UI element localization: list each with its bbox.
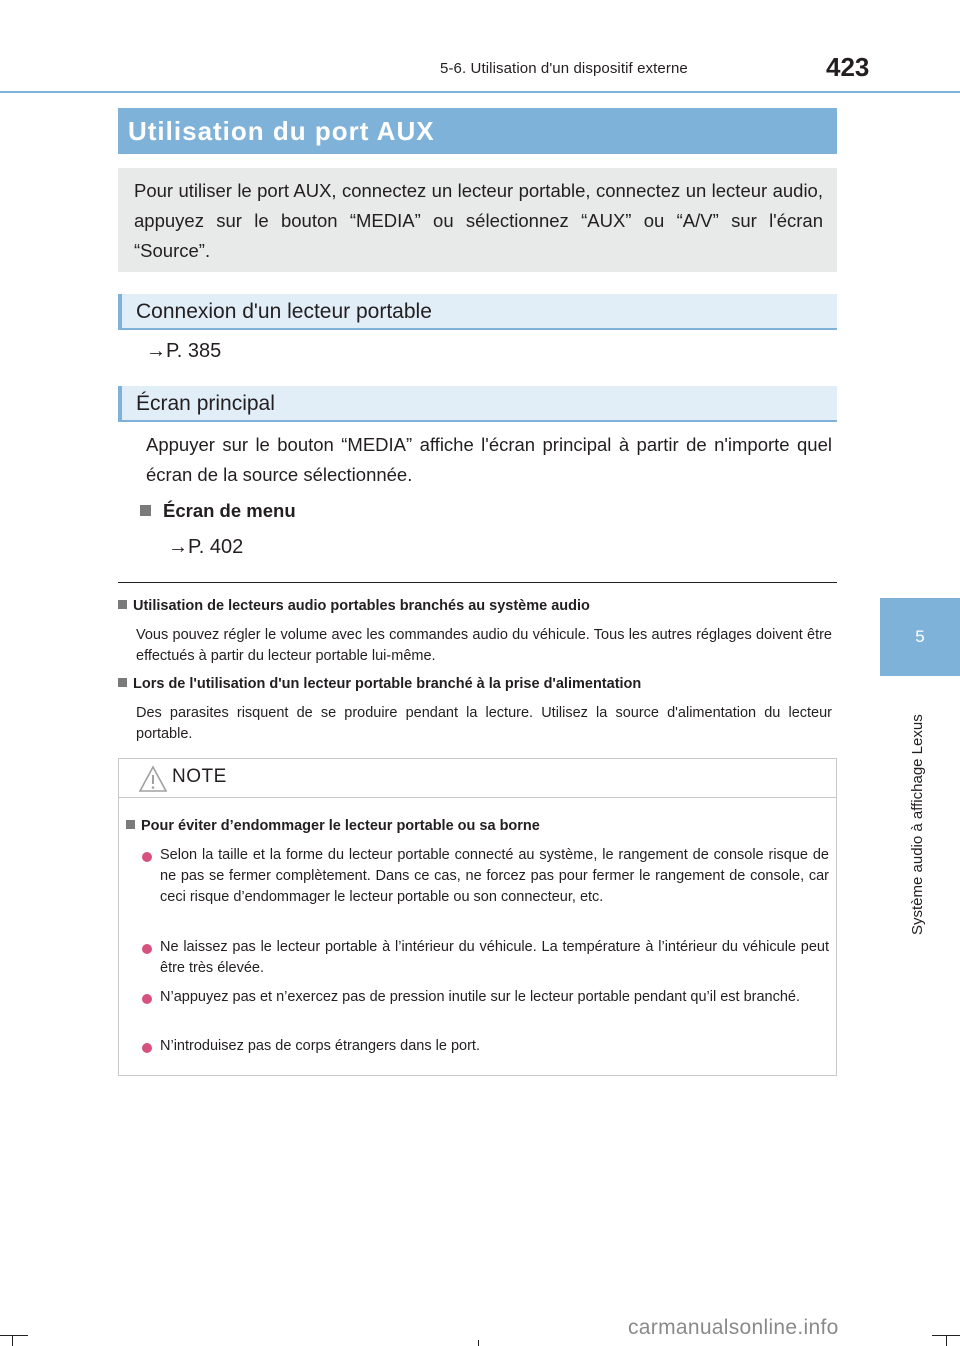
- page-number: 423: [826, 52, 870, 82]
- chapter-tab: [880, 598, 960, 676]
- bullet-dot-icon: [142, 852, 152, 862]
- notice-label: NOTE: [172, 766, 227, 787]
- bullet-dot-icon: [142, 994, 152, 1004]
- crop-mark: [0, 1335, 28, 1336]
- note-body-2: Des parasites risquent de se produire pendant la lecture. Utilisez la source d'alimentation du lecteur portable.: [136, 705, 832, 742]
- chapter-title-vertical: [905, 690, 931, 935]
- square-bullet-icon: [126, 820, 135, 829]
- warning-triangle-icon: [138, 765, 168, 793]
- crop-mark: [946, 1336, 947, 1346]
- main-screen-paragraph: Appuyer sur le bouton “MEDIA” affiche l'écran principal à partir de n'importe quel écran de la source sélectionnée.: [146, 434, 832, 485]
- crop-mark: [478, 1340, 479, 1346]
- page-title: Utilisation du port AUX: [118, 108, 837, 154]
- menu-page-reference-link[interactable]: →P. 402: [168, 536, 244, 558]
- intro-box: [118, 168, 837, 272]
- notice-bullet-3: N’appuyez pas et n’exercez pas de pression inutile sur le lecteur portable pendant qu’il est branché.: [160, 989, 800, 1005]
- note-heading-2-text: Lors de l'utilisation d'un lecteur portable branché à la prise d'alimentation: [133, 676, 642, 692]
- crop-mark: [932, 1335, 960, 1336]
- watermark: carmanualsonline.info: [628, 1316, 839, 1339]
- intro-text: Pour utiliser le port AUX, connectez un lecteur portable, connectez un lecteur audio, appuyez sur le bouton “MEDIA” ou sélectionnez “AUX” ou “A/V” sur l'écran “Source”.: [134, 180, 823, 261]
- page-reference-link[interactable]: →P. 385: [146, 340, 222, 362]
- divider: [118, 582, 837, 583]
- note-heading-1-text: Utilisation de lecteurs audio portables branchés au système audio: [133, 598, 590, 614]
- bullet-dot-icon: [142, 1043, 152, 1053]
- notice-bullet-4: N’introduisez pas de corps étrangers dans le port.: [160, 1038, 480, 1054]
- notice-heading: [126, 818, 540, 834]
- square-bullet-icon: [118, 600, 127, 609]
- note-heading-1: [118, 598, 590, 614]
- chapter-title: Système audio à affichage Lexus: [909, 714, 926, 935]
- notice-box: [118, 758, 837, 1076]
- notice-bullet-1: Selon la taille et la forme du lecteur portable connecté au système, le rangement de console risque de ne pas se fermer complètement. Dans ce cas, ne forcez pas pour fermer le rangement de console, car ceci risque d’endommager le lecteur portable ou son connecteur, etc.: [160, 847, 829, 905]
- notice-bullet-2: Ne laissez pas le lecteur portable à l’intérieur du véhicule. La température à l’intérieur du véhicule peut être très élevée.: [160, 939, 829, 976]
- sub-heading-menu-label: Écran de menu: [163, 500, 296, 521]
- square-bullet-icon: [118, 678, 127, 687]
- section-heading-main-screen: Écran principal: [118, 386, 837, 422]
- bullet-dot-icon: [142, 944, 152, 954]
- note-body-1: Vous pouvez régler le volume avec les commandes audio du véhicule. Tous les autres réglages doivent être effectués à partir du lecteur portable lui-même.: [136, 627, 832, 664]
- header-rule: [0, 91, 960, 93]
- sub-heading-menu: [140, 500, 296, 522]
- running-header-section: 5-6. Utilisation d'un dispositif externe: [440, 60, 688, 77]
- section-heading-connection: Connexion d'un lecteur portable: [118, 294, 837, 330]
- square-bullet-icon: [140, 505, 151, 516]
- crop-mark: [12, 1336, 13, 1346]
- note-heading-2: [118, 676, 641, 692]
- chapter-number: 5: [915, 627, 925, 646]
- notice-heading-text: Pour éviter d’endommager le lecteur portable ou sa borne: [141, 818, 540, 834]
